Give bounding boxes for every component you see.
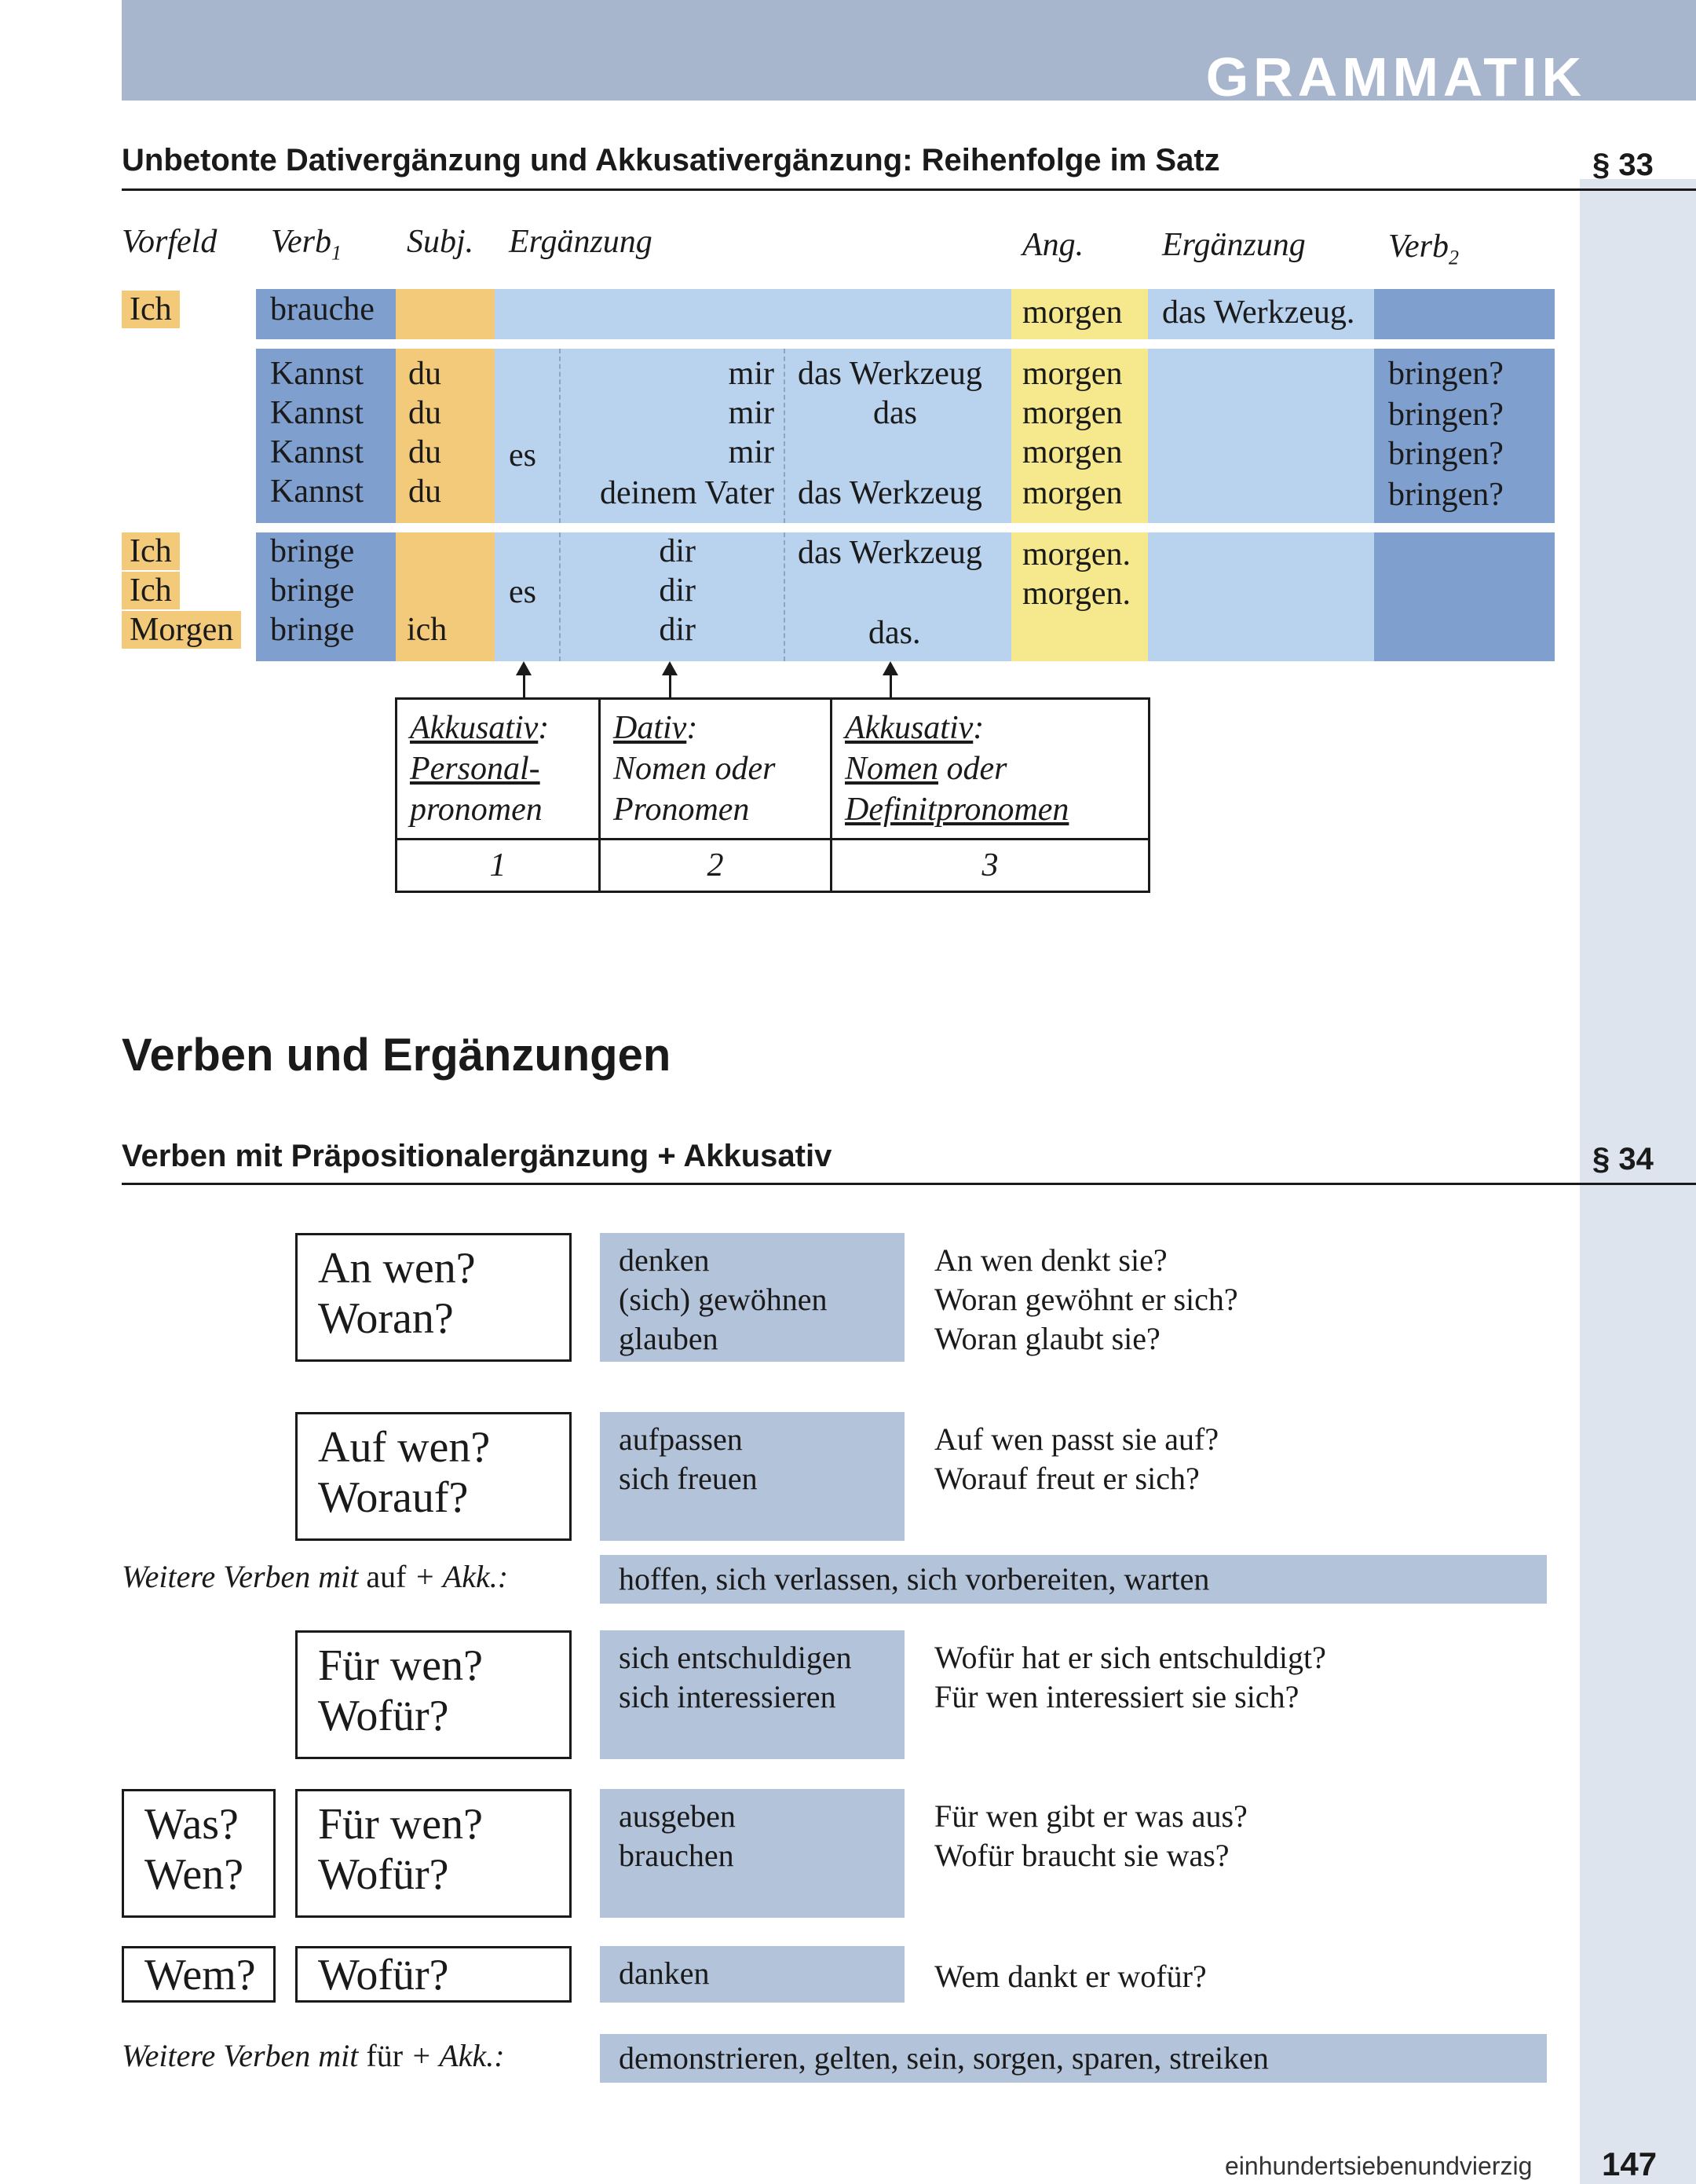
- band-erg1-g1: [495, 289, 1011, 339]
- question-box-wofuer-3: [295, 1946, 572, 2003]
- legend-3-line2a: Nomen: [845, 751, 938, 787]
- row-4-angabe: morgen: [1022, 475, 1123, 511]
- header-verb2: [1388, 228, 1459, 269]
- row-2-verb2: bringen?: [1388, 397, 1504, 433]
- row-6-vorfeld: Ich: [122, 572, 180, 609]
- example-an-2: Woran gewöhnt er sich?: [934, 1282, 1238, 1317]
- row-1-verb1: Kannst: [270, 356, 364, 392]
- row-7-subj: ich: [407, 612, 448, 648]
- header-vorfeld: Vorfeld: [122, 224, 217, 260]
- examples-auf: [934, 1420, 1219, 1498]
- question-box-wem: [122, 1946, 276, 2003]
- band-verb2-g1: [1374, 289, 1555, 339]
- legend-1-title: Akkusativ: [410, 710, 539, 746]
- row-0-vorfeld: Ich: [122, 291, 180, 328]
- row-5-vorfeld: Ich: [122, 532, 180, 570]
- question-woran: Woran?: [318, 1294, 454, 1343]
- further-fuer-label: [122, 2037, 505, 2074]
- row-2-dativ: mir: [728, 395, 774, 431]
- question-wofuer-2: Wofür?: [318, 1850, 449, 1899]
- header-verb2-sub: 2: [1449, 246, 1459, 269]
- legend-akk-pronoun: [397, 699, 600, 840]
- row-1-akk: das Werkzeug: [798, 356, 982, 392]
- example-fuer-2: Für wen interessiert sie sich?: [934, 1679, 1299, 1714]
- question-an-wen: An wen?: [318, 1244, 476, 1293]
- legend-table: [395, 697, 1150, 893]
- question-wen: Wen?: [144, 1850, 244, 1899]
- example-dank-1: Wem dankt er wofür?: [934, 1959, 1207, 1994]
- verb-danken: danken: [619, 1955, 710, 1991]
- row-5-angabe: morgen.: [1022, 536, 1131, 573]
- row-6-dativ: dir: [659, 573, 696, 609]
- example-fuer2-1: Für wen gibt er was aus?: [934, 1798, 1248, 1834]
- verb-denken: denken: [619, 1242, 710, 1278]
- legend-1-number: 1: [397, 840, 600, 892]
- row-6-verb1: bringe: [270, 573, 355, 609]
- example-auf-1: Auf wen passt sie auf?: [934, 1421, 1219, 1457]
- example-auf-2: Worauf freut er sich?: [934, 1461, 1200, 1496]
- section-33-title: Unbetonte Dativergänzung und Akkusativergänzung: Reihenfolge im Satz: [122, 143, 1220, 177]
- question-fuer-wen: Für wen?: [318, 1641, 483, 1690]
- examples-dank: [934, 1957, 1207, 1996]
- verbs-an: [600, 1233, 905, 1362]
- row-1-angabe: morgen: [1022, 356, 1123, 392]
- header-ergaenzung-1: Ergänzung: [509, 224, 652, 260]
- row-4-verb1: Kannst: [270, 474, 364, 510]
- examples-an: [934, 1241, 1238, 1359]
- legend-2-colon: :: [686, 710, 698, 746]
- further-auf-label-b: auf: [366, 1559, 407, 1594]
- row-3-verb2: bringen?: [1388, 436, 1504, 472]
- question-box-fuer-2: [295, 1789, 572, 1918]
- further-auf-label-c: + Akk.:: [406, 1559, 509, 1594]
- header-verb1-sub: 1: [331, 241, 342, 265]
- example-an-1: An wen denkt sie?: [934, 1242, 1168, 1278]
- band-verb2-g3: [1374, 532, 1555, 661]
- further-auf-label: [122, 1558, 508, 1595]
- row-5-dativ: dir: [659, 533, 696, 569]
- question-wofuer: Wofür?: [318, 1692, 449, 1740]
- chapter-title: GRAMMATIK: [1205, 46, 1586, 108]
- verbs-dank: [600, 1946, 905, 2003]
- main-heading: Verben und Ergänzungen: [122, 1030, 671, 1081]
- row-7-verb1: bringe: [270, 612, 355, 648]
- question-box-an: [295, 1233, 572, 1362]
- row-1-dativ: mir: [728, 356, 774, 392]
- row-3-dativ: mir: [728, 434, 774, 470]
- further-fuer-verbs: demonstrieren, gelten, sein, sorgen, sparen, streiken: [600, 2034, 1547, 2083]
- row-0-verb1: brauche: [270, 291, 375, 327]
- question-box-auf: [295, 1412, 572, 1541]
- divider-2-g2: [784, 349, 785, 523]
- further-fuer-label-b: für: [366, 2038, 404, 2073]
- legend-3-colon: :: [973, 710, 985, 746]
- row-5-verb1: bringe: [270, 533, 355, 569]
- row-6-akk-pronoun: es: [509, 574, 536, 610]
- header-verb1: [271, 223, 342, 265]
- section-33-rule: [122, 188, 1696, 191]
- row-2-akk: das: [873, 395, 917, 431]
- question-auf-wen: Auf wen?: [318, 1423, 491, 1472]
- question-fuer-wen-2: Für wen?: [318, 1800, 483, 1849]
- legend-3-line3: Definitpronomen: [845, 792, 1069, 828]
- verb-ausgeben: ausgeben: [619, 1798, 736, 1834]
- legend-2-title: Dativ: [613, 710, 687, 746]
- footer-page-word: einhundertsiebenundvierzig: [1225, 2152, 1533, 2180]
- verbs-fuer-2: [600, 1789, 905, 1918]
- header-ergaenzung-2: Ergänzung: [1162, 227, 1306, 263]
- legend-1-colon: :: [538, 710, 550, 746]
- legend-akk-nomen: [832, 699, 1150, 840]
- arrow-2-stem: [669, 674, 671, 699]
- row-1-subj: du: [408, 356, 441, 392]
- verb-brauchen: brauchen: [619, 1838, 734, 1873]
- row-7-akk: das.: [868, 615, 921, 651]
- header-angabe: Ang.: [1022, 227, 1084, 263]
- row-0-erg2: das Werkzeug.: [1162, 294, 1355, 331]
- section-33-number: § 33: [1592, 148, 1654, 182]
- question-wofuer-3: Wofür?: [318, 1951, 449, 1999]
- band-erg2-g3: [1148, 532, 1374, 661]
- verb-aufpassen: aufpassen: [619, 1421, 743, 1457]
- further-fuer-label-c: + Akk.:: [403, 2038, 505, 2073]
- section-34-title: Verben mit Präpositionalergänzung + Akkusativ: [122, 1139, 832, 1173]
- question-was: Was?: [144, 1800, 239, 1849]
- row-2-verb1: Kannst: [270, 395, 364, 431]
- verb-sich-interessieren: sich interessieren: [619, 1679, 836, 1714]
- examples-fuer: [934, 1638, 1326, 1717]
- row-2-angabe: morgen: [1022, 395, 1123, 431]
- verb-gewoehnen: (sich) gewöhnen: [619, 1282, 828, 1317]
- footer-page-number: 147: [1602, 2146, 1658, 2182]
- verb-glauben: glauben: [619, 1321, 718, 1356]
- verb-sich-entschuldigen: sich entschuldigen: [619, 1640, 852, 1675]
- header-verb1-label: Verb: [271, 224, 331, 260]
- row-1-verb2: bringen?: [1388, 356, 1504, 392]
- example-an-3: Woran glaubt sie?: [934, 1321, 1161, 1356]
- divider-2-g3: [784, 532, 785, 661]
- example-fuer-1: Wofür hat er sich entschuldigt?: [934, 1640, 1326, 1675]
- row-4-subj: du: [408, 474, 441, 510]
- row-4-akk: das Werkzeug: [798, 475, 982, 511]
- verbs-fuer: [600, 1630, 905, 1759]
- band-erg2-g2: [1148, 349, 1374, 523]
- row-5-akk: das Werkzeug: [798, 535, 982, 571]
- example-fuer2-2: Wofür braucht sie was?: [934, 1838, 1230, 1873]
- legend-2-line2: Nomen oder: [613, 751, 776, 787]
- section-34-rule: [122, 1183, 1696, 1185]
- legend-1-line2: Personal-: [410, 751, 540, 787]
- row-2-subj: du: [408, 395, 441, 431]
- verbs-auf: [600, 1412, 905, 1541]
- further-auf-verbs: hoffen, sich verlassen, sich vorbereiten, warten: [600, 1555, 1547, 1604]
- further-fuer-label-a: Weitere Verben mit: [122, 2038, 367, 2073]
- question-wem: Wem?: [144, 1951, 256, 1999]
- row-3-subj: du: [408, 434, 441, 470]
- legend-2-number: 2: [600, 840, 832, 892]
- row-3-angabe: morgen: [1022, 434, 1123, 470]
- section-34-number: § 34: [1592, 1142, 1654, 1176]
- band-subj-g1: [396, 289, 495, 339]
- header-verb2-label: Verb: [1388, 229, 1449, 265]
- verb-sich-freuen: sich freuen: [619, 1461, 758, 1496]
- question-worauf: Worauf?: [318, 1473, 469, 1522]
- row-3-akk-pronoun: es: [509, 437, 536, 474]
- arrow-3-stem: [890, 674, 892, 699]
- legend-3-title: Akkusativ: [845, 710, 974, 746]
- legend-dativ: [600, 699, 832, 840]
- row-7-dativ: dir: [659, 612, 696, 648]
- legend-3-line2b: oder: [938, 751, 1007, 787]
- legend-1-line3: pronomen: [410, 792, 543, 828]
- legend-3-number: 3: [832, 840, 1150, 892]
- row-3-verb1: Kannst: [270, 434, 364, 470]
- question-box-fuer: [295, 1630, 572, 1759]
- examples-fuer-2: [934, 1797, 1248, 1875]
- row-4-verb2: bringen?: [1388, 477, 1504, 513]
- row-7-vorfeld: Morgen: [122, 611, 241, 649]
- row-6-angabe: morgen.: [1022, 576, 1131, 612]
- row-0-angabe: morgen: [1022, 294, 1123, 331]
- further-auf-label-a: Weitere Verben mit: [122, 1559, 367, 1594]
- arrow-1-stem: [523, 674, 525, 699]
- question-box-was-wen: [122, 1789, 276, 1918]
- legend-2-line3: Pronomen: [613, 792, 750, 828]
- row-4-dativ: deinem Vater: [600, 475, 774, 511]
- header-subj: Subj.: [407, 224, 474, 260]
- right-margin-strip: [1580, 179, 1696, 2184]
